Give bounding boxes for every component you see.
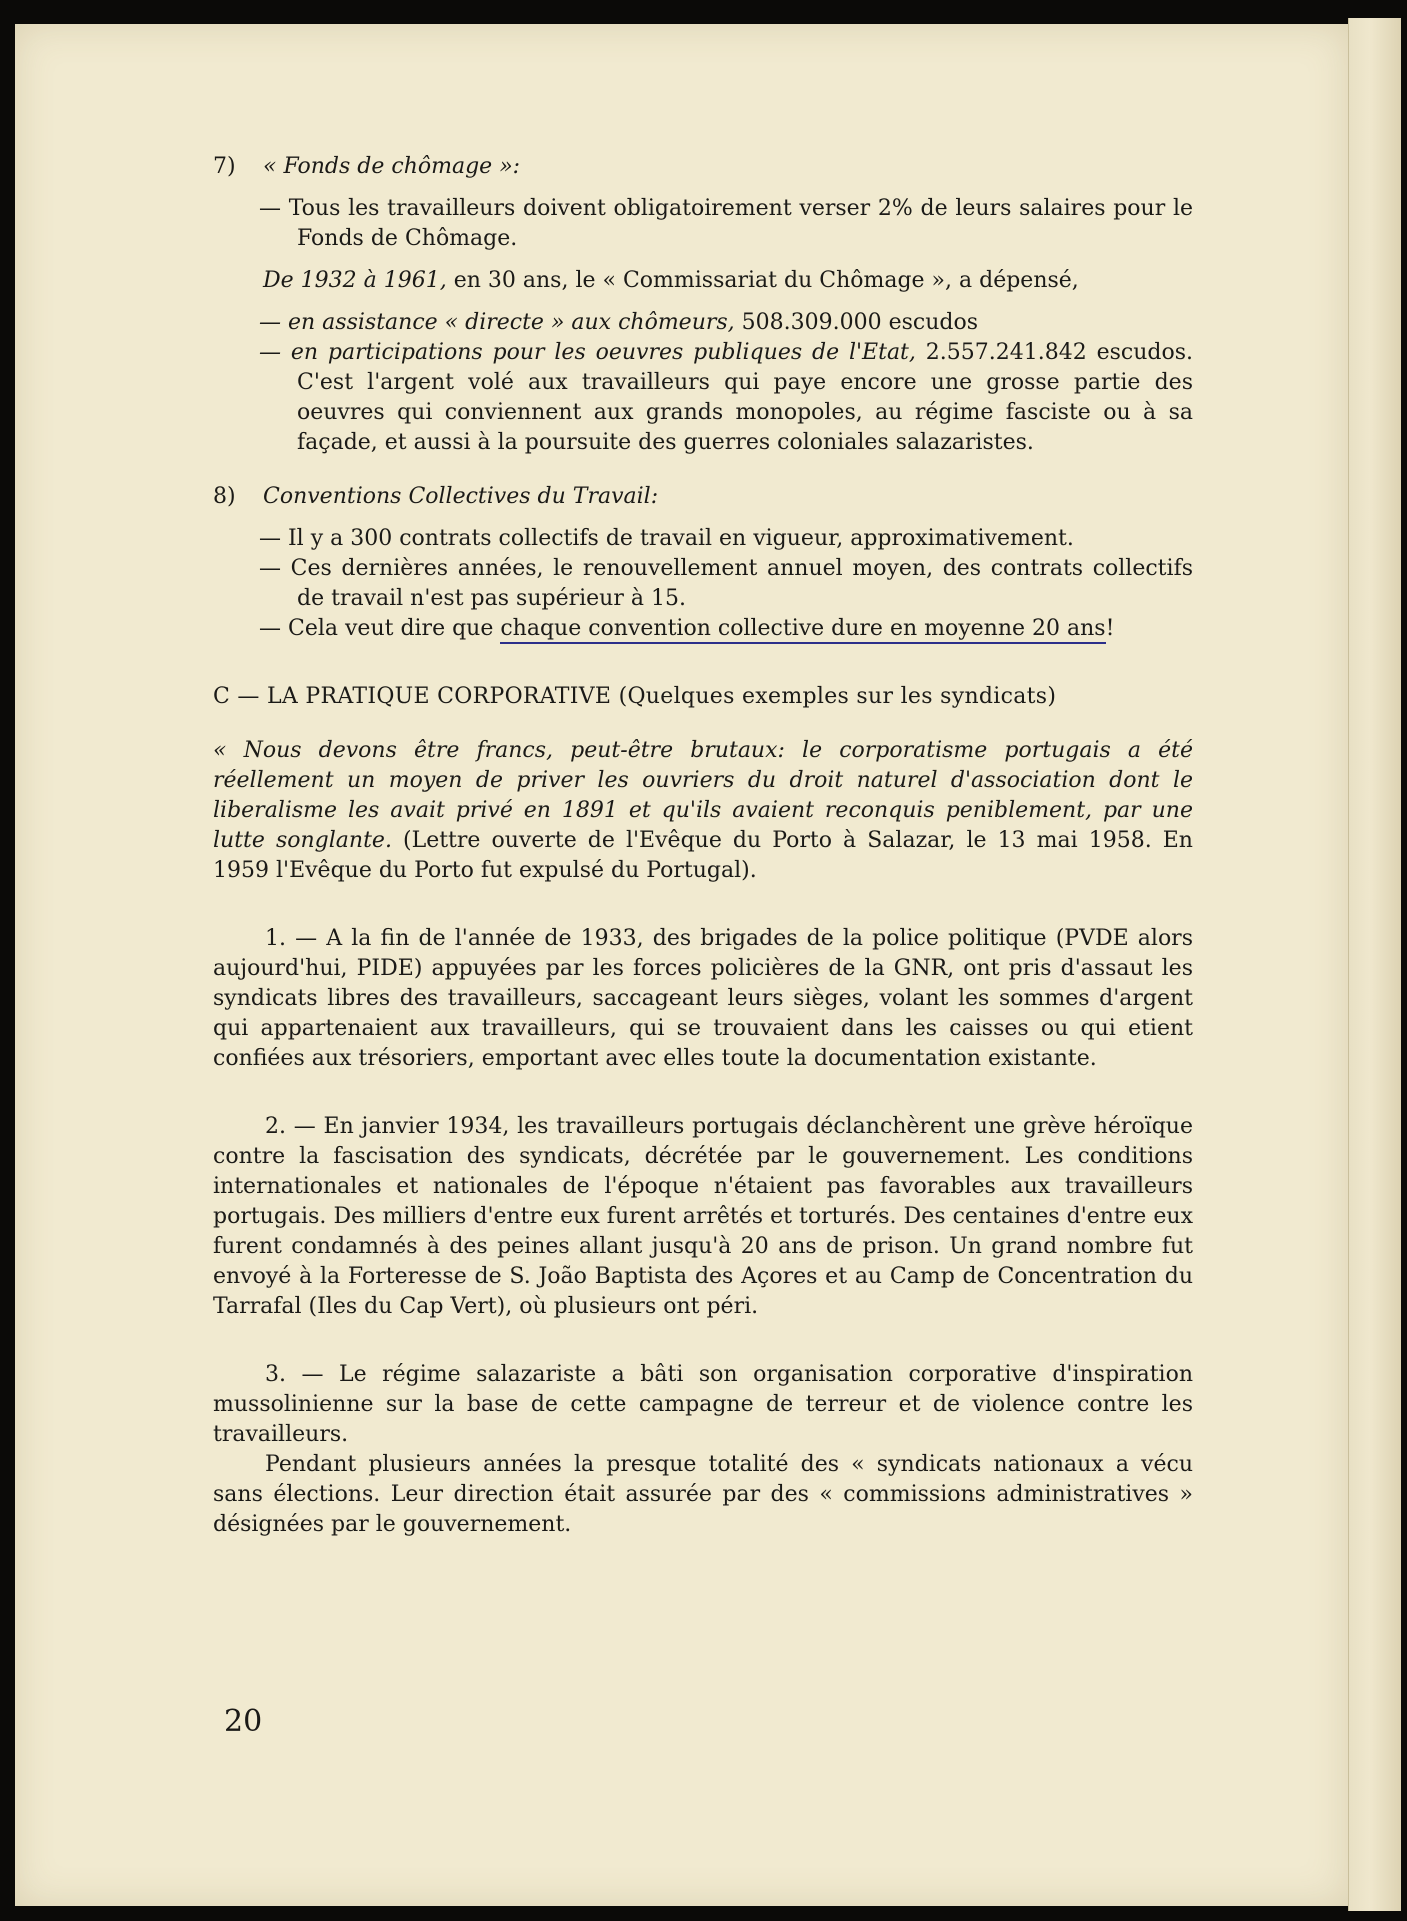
section-7-heading (213, 152, 1193, 182)
handwritten-underline: chaque convention collective dure en moyenne 20 ans (500, 616, 1105, 644)
section-7-line: De 1932 à 1961, en 30 ans, le « Commissariat du Chômage », a dépensé, (263, 268, 1079, 293)
section-8-line: — Ces dernières années, le renouvellement annuel moyen, des contrats collectifs de travail n'est pas supérieur à 15. (259, 556, 1193, 611)
section-title: Conventions Collectives du Travail: (263, 484, 659, 509)
section-number: 7) (213, 154, 236, 179)
section-8-line: — Cela veut dire que chaque convention collective dure en moyenne 20 ans! (213, 614, 1193, 644)
paragraph: 3. — Le régime salazariste a bâti son organisation corporative d'inspiration mussolinienne sur la base de cette campagne de terreur et de violence contre les travailleurs. (213, 1362, 1193, 1447)
section-7-line: — Tous les travailleurs doivent obligatoirement verser 2% de leurs salaires pour le Fonds de Chômage. (259, 196, 1193, 251)
page-spine (1348, 18, 1401, 1911)
section-c-heading: C — LA PRATIQUE CORPORATIVE (Quelques exemples sur les syndicats) (213, 684, 1057, 709)
section-7-line: — en assistance « directe » aux chômeurs, 508.309.000 escudos (259, 310, 979, 335)
paragraph: 1. — A la fin de l'année de 1933, des brigades de la police politique (PVDE alors aujourd'hui, PIDE) appuyées par les forces policières de la GNR, ont pris d'assaut les syndicats libres des travailleurs, saccageant leurs sièges, volant les sommes d'argent qui appartenaient aux travailleurs, qui se trouvaient dans les caisses ou qui etient confiées aux trésoriers, emportant avec elles toute la documentation existante. (213, 926, 1193, 1071)
section-8-line: — Il y a 300 contrats collectifs de travail en vigueur, approximativement. (259, 526, 1074, 551)
section-8-heading (213, 482, 1193, 512)
section-title: « Fonds de chômage »: (263, 154, 521, 179)
section-number: 8) (213, 484, 236, 509)
section-7-line: — en participations pour les oeuvres publiques de l'Etat, 2.557.241.842 escudos. C'est l'argent volé aux travailleurs qui paye encore une grosse partie des oeuvres qui conviennent aux grands monopoles, au régime fasciste ou à sa façade, et aussi à la poursuite des guerres coloniales salazaristes. (259, 340, 1193, 455)
paragraph: 2. — En janvier 1934, les travailleurs portugais déclanchèrent une grève héroïque contre la fascisation des syndicats, décrétée par le gouvernement. Les conditions internationales et nationales de l'époque n'étaient pas favorables aux travailleurs portugais. Des milliers d'entre eux furent arrêtés et torturés. Des centaines d'entre eux furent condamnés à des peines allant jusqu'à 20 ans de prison. Un grand nombre fut envoyé à la Forteresse de S. João Baptista des Açores et au Camp de Concentration du Tarrafal (Iles du Cap Vert), où plusieurs ont péri. (213, 1114, 1193, 1319)
bishop-quote: « Nous devons être francs, peut-être brutaux: le corporatisme portugais a été réellement un moyen de priver les ouvriers du droit naturel d'association dont le liberalisme les avait privé en 1891 et qu'ils avaient reconquis peniblement, par une lutte songlante. (Lettre ouverte de l'Evêque du Porto à Salazar, le 13 mai 1958. En 1959 l'Evêque du Porto fut expulsé du Portugal). (213, 738, 1193, 883)
page-content (213, 152, 1193, 1540)
page-number: 20 (224, 1704, 263, 1739)
paragraph: Pendant plusieurs années la presque totalité des « syndicats nationaux a vécu sans élections. Leur direction était assurée par des « commissions administratives » désignées par le gouvernement. (213, 1452, 1193, 1537)
